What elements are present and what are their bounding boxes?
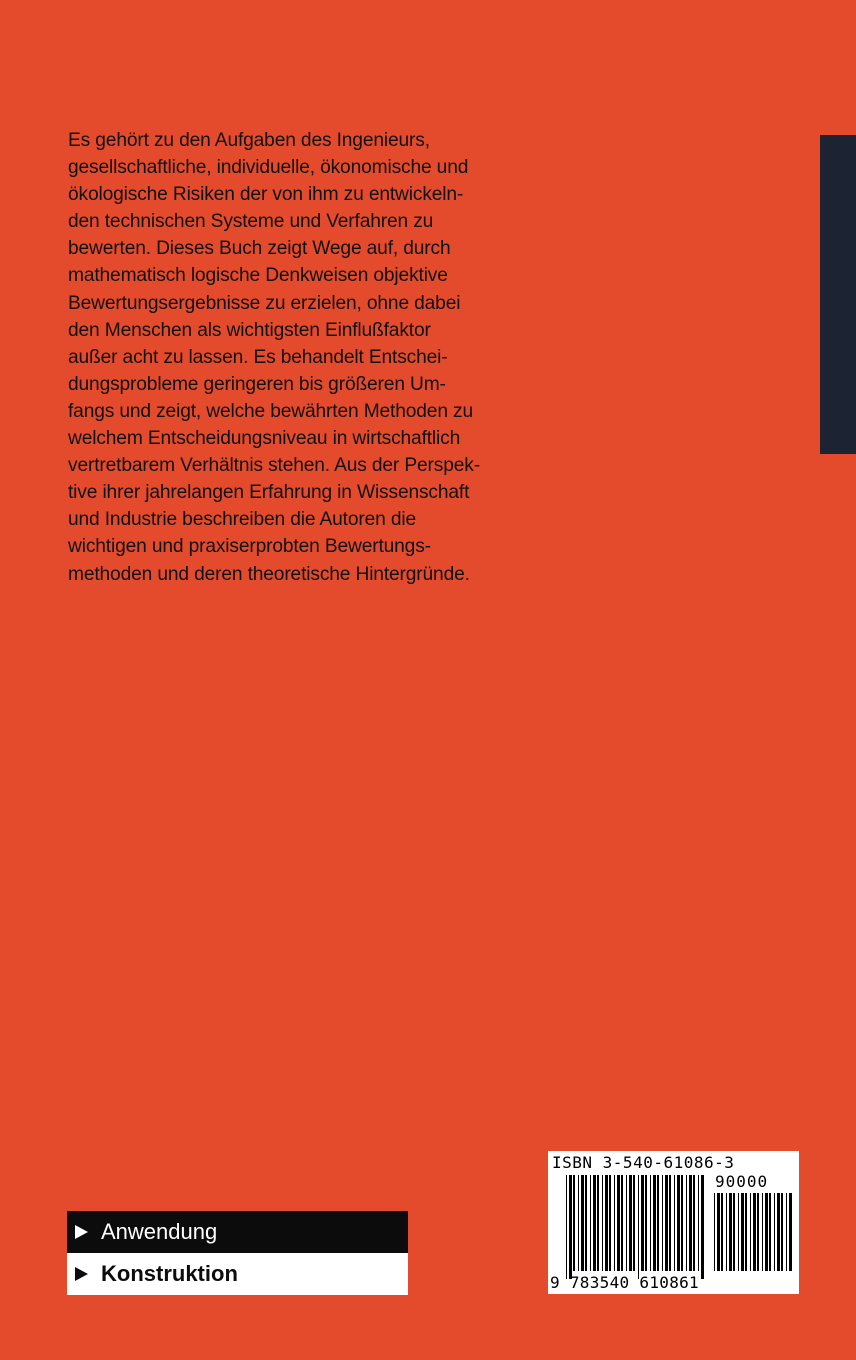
barcode-bar xyxy=(633,1175,635,1271)
isbn-number: ISBN 3-540-61086-3 xyxy=(552,1153,735,1172)
blurb-line: methoden und deren theoretische Hintergründe. xyxy=(68,563,470,585)
blurb-line: den technischen Systeme und Verfahren zu xyxy=(68,211,434,233)
barcode-bar xyxy=(714,1193,715,1271)
barcode-bar xyxy=(581,1175,584,1271)
barcode-bar xyxy=(789,1193,792,1271)
barcode-bar xyxy=(757,1193,759,1271)
barcode-bar xyxy=(566,1175,567,1279)
series-item-konstruktion xyxy=(67,1253,408,1295)
barcode-bar xyxy=(738,1193,739,1271)
price-addon-code: 90000 xyxy=(715,1172,769,1191)
blurb-line: und Industrie beschreiben die Autoren die xyxy=(68,509,417,531)
barcode-bar xyxy=(701,1175,704,1279)
series-item-label: Konstruktion xyxy=(101,1261,238,1286)
barcode-bar xyxy=(753,1193,756,1271)
barcode-bar xyxy=(765,1193,768,1271)
barcode-bar xyxy=(626,1175,627,1271)
barcode-bar xyxy=(641,1175,644,1271)
series-category-box xyxy=(67,1211,408,1295)
barcode-bar xyxy=(650,1175,651,1271)
addon-barcode-bars xyxy=(714,1193,794,1273)
blurb-line: Es gehört zu den Aufgaben des Ingenieurs, xyxy=(68,130,430,151)
barcode-bar xyxy=(629,1175,632,1271)
blurb-line: außer acht zu lassen. Es behandelt Entschei- xyxy=(68,346,448,368)
barcode-bar xyxy=(638,1175,639,1279)
barcode-bar xyxy=(605,1175,608,1271)
barcode-bar xyxy=(729,1193,732,1271)
barcode-bar xyxy=(693,1175,695,1271)
barcode-bar xyxy=(597,1175,599,1271)
blurb-line: vertretbarem Verhältnis stehen. Aus der Perspek- xyxy=(68,455,480,477)
barcode-bar xyxy=(585,1175,587,1271)
barcode-bar xyxy=(741,1193,744,1271)
series-item-label: Anwendung xyxy=(101,1219,218,1244)
barcode-bar xyxy=(593,1175,596,1271)
barcode-bar xyxy=(777,1193,780,1271)
barcode-bar xyxy=(745,1193,747,1271)
barcode-bar xyxy=(721,1193,723,1271)
triangle-right-icon xyxy=(75,1225,88,1239)
blurb-line: tive ihrer jahrelangen Erfahrung in Wissenschaft xyxy=(68,482,470,504)
ean-number: 9 783540 610861 xyxy=(550,1273,699,1292)
blurb-text xyxy=(68,127,558,588)
barcode-bar xyxy=(602,1175,603,1271)
barcode-bar xyxy=(578,1175,579,1271)
barcode-bar xyxy=(609,1175,611,1271)
barcode-bar xyxy=(621,1175,623,1271)
barcode-bar xyxy=(774,1193,775,1271)
blurb-line: mathematisch logische Denkweisen objektive xyxy=(68,265,448,287)
triangle-right-icon xyxy=(75,1267,88,1281)
isbn-barcode xyxy=(548,1151,799,1294)
barcode-bar xyxy=(669,1175,671,1271)
barcode-bar xyxy=(657,1175,659,1271)
barcode-bar xyxy=(653,1175,656,1271)
barcode-bar xyxy=(717,1193,720,1271)
barcode-bar xyxy=(733,1193,735,1271)
ean-barcode-bars xyxy=(566,1175,706,1279)
blurb-line: welchem Entscheidungsniveau in wirtschaftlich xyxy=(68,428,461,450)
barcode-bar xyxy=(681,1175,683,1271)
barcode-bar xyxy=(590,1175,591,1271)
blurb-line: ökologische Risiken der von ihm zu entwickeln- xyxy=(68,184,464,206)
blurb-line: gesellschaftliche, individuelle, ökonomische und xyxy=(68,157,469,179)
barcode-bar xyxy=(698,1175,699,1271)
barcode-bar xyxy=(573,1175,575,1271)
barcode-bar xyxy=(689,1175,692,1271)
barcode-bar xyxy=(769,1193,771,1271)
side-color-band xyxy=(820,135,856,454)
blurb-line: dungsprobleme geringeren bis größeren Um- xyxy=(68,373,446,395)
barcode-bar xyxy=(665,1175,668,1271)
barcode-bar xyxy=(614,1175,615,1271)
barcode-bar xyxy=(786,1193,787,1271)
barcode-bar xyxy=(662,1175,663,1271)
blurb-line: wichtigen und praxiserprobten Bewertungs- xyxy=(68,536,431,558)
blurb-line: bewerten. Dieses Buch zeigt Wege auf, durch xyxy=(68,238,451,260)
barcode-bar xyxy=(726,1193,727,1271)
barcode-bar xyxy=(781,1193,783,1271)
series-item-anwendung xyxy=(67,1211,408,1253)
barcode-bar xyxy=(762,1193,763,1271)
barcode-bar xyxy=(645,1175,647,1271)
barcode-bar xyxy=(750,1193,751,1271)
barcode-bar xyxy=(677,1175,680,1271)
barcode-bar xyxy=(569,1175,572,1279)
barcode-bar xyxy=(686,1175,687,1271)
blurb-line: fangs und zeigt, welche bewährten Methoden zu xyxy=(68,400,473,422)
blurb-line: den Menschen als wichtigsten Einflußfaktor xyxy=(68,319,431,341)
barcode-bar xyxy=(674,1175,675,1271)
blurb-line: Bewertungsergebnisse zu erzielen, ohne dabei xyxy=(68,292,461,314)
barcode-bar xyxy=(617,1175,620,1271)
